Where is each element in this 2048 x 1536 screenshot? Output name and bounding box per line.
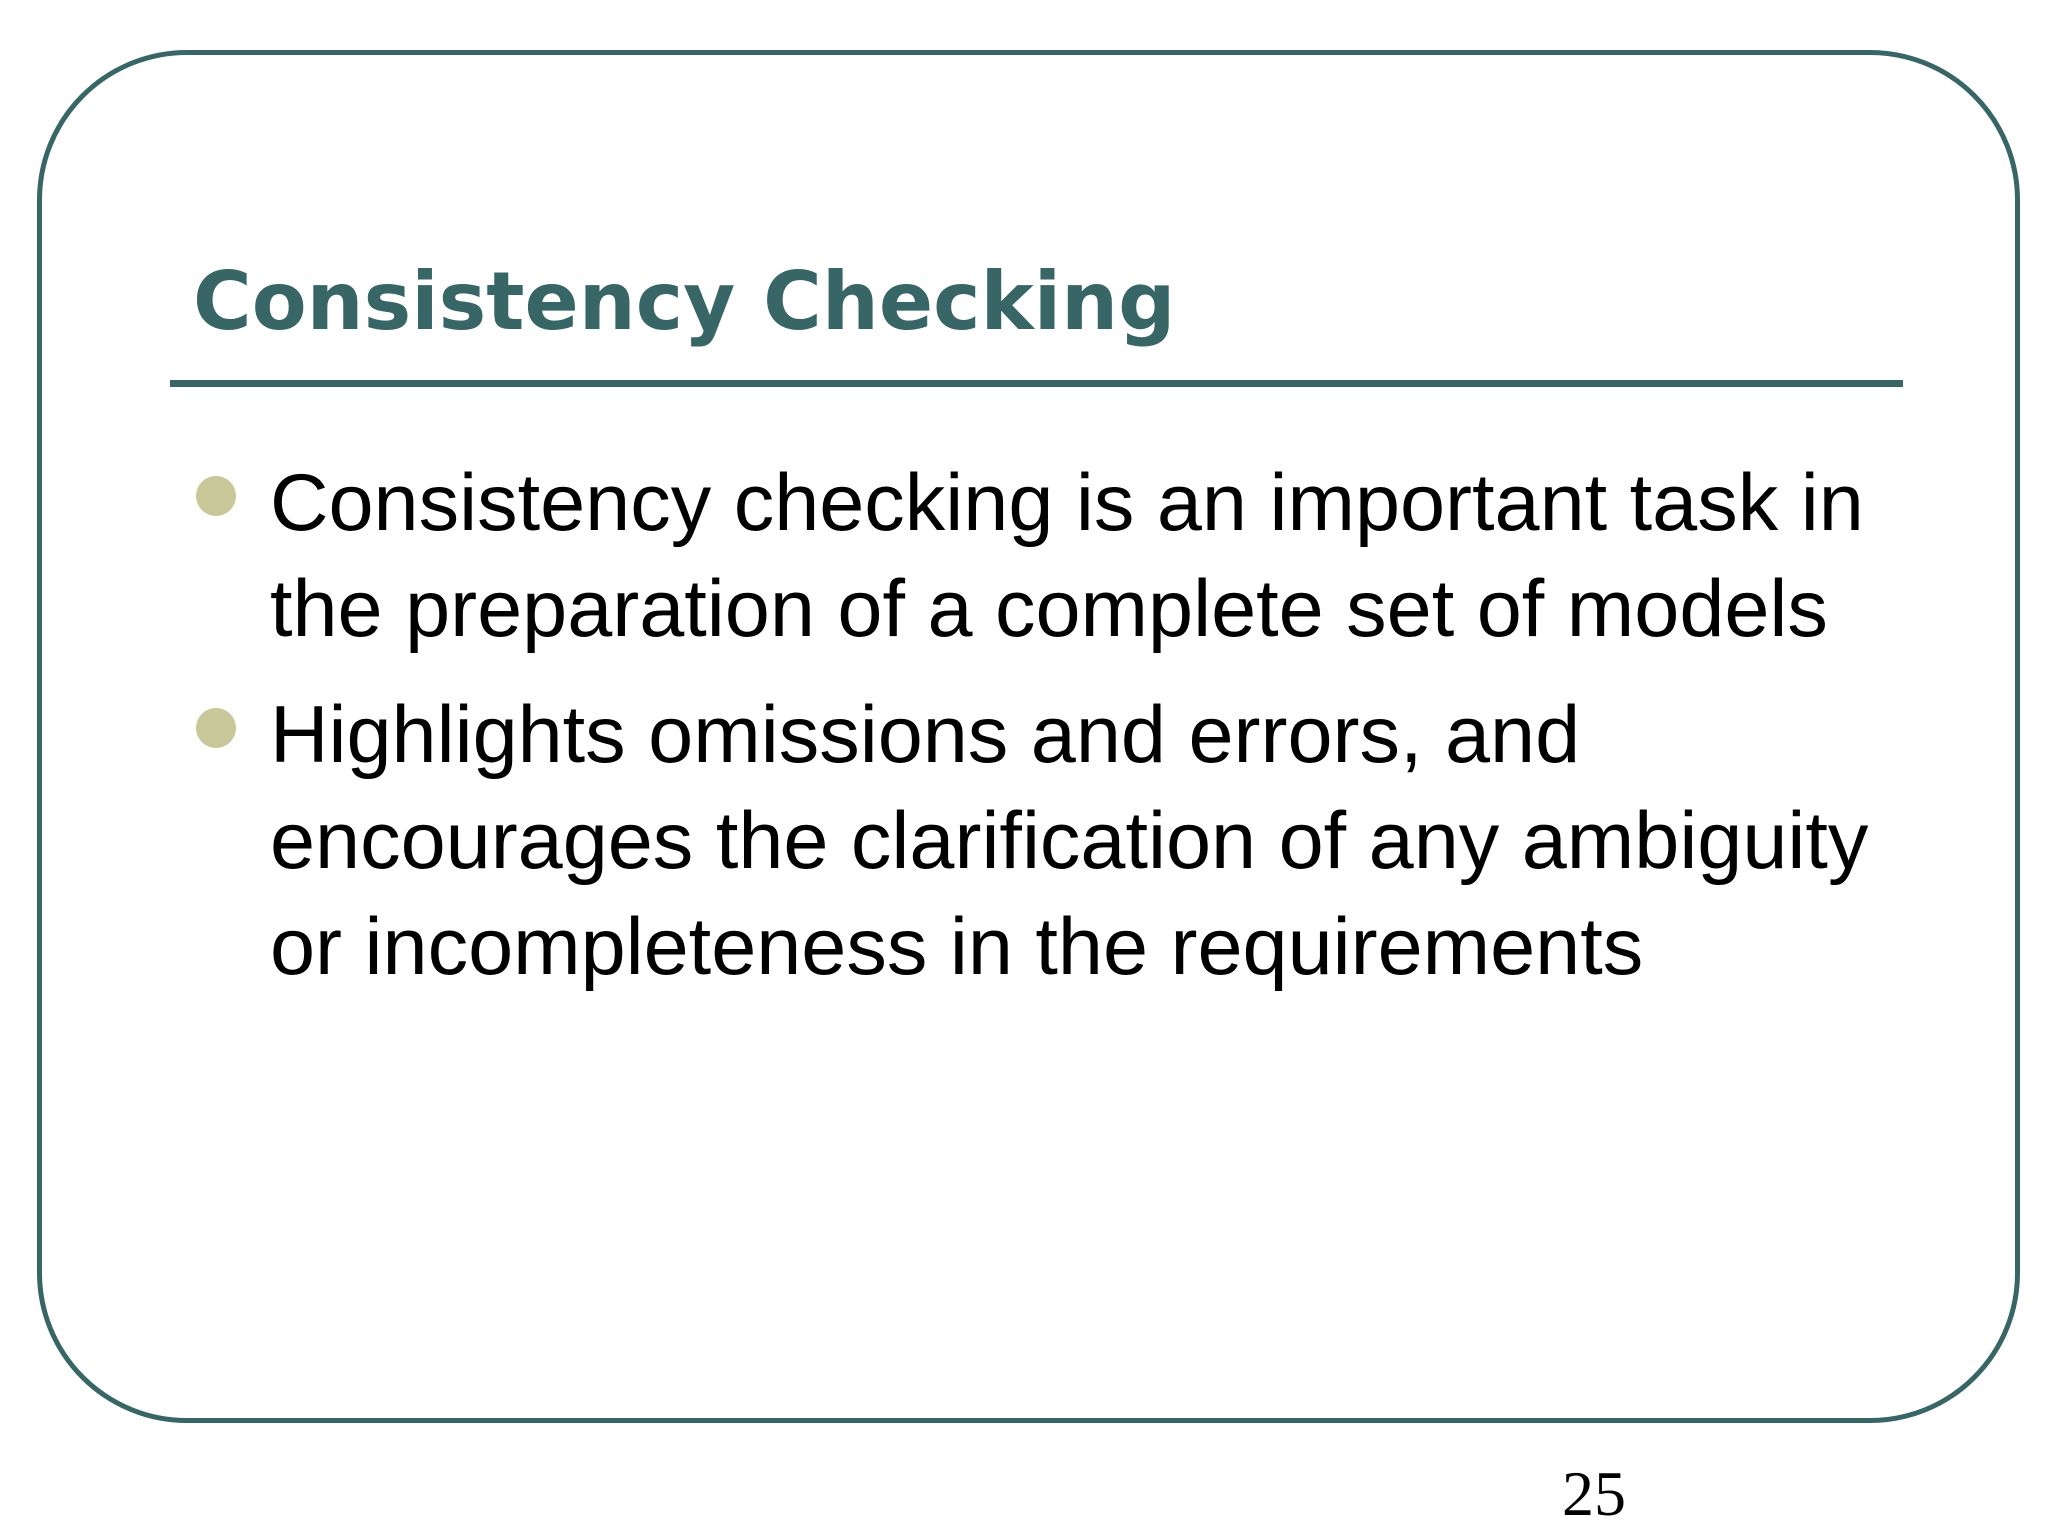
bullet-text: Consistency checking is an important task in the preparation of a complete set of models bbox=[270, 458, 1864, 654]
bullet-list bbox=[0, 450, 2048, 1000]
bullet-icon bbox=[196, 476, 236, 516]
bullet-text: Highlights omissions and errors, and encourages the clarification of any ambiguity or incompleteness in the requirements bbox=[270, 690, 1869, 992]
title-underline bbox=[170, 380, 1903, 387]
page-number: 25 bbox=[1562, 1458, 1626, 1529]
slide-title: Consistency Checking bbox=[193, 255, 1176, 348]
list-item bbox=[0, 682, 1890, 1000]
bullet-icon bbox=[196, 708, 236, 748]
list-item bbox=[0, 450, 1890, 662]
